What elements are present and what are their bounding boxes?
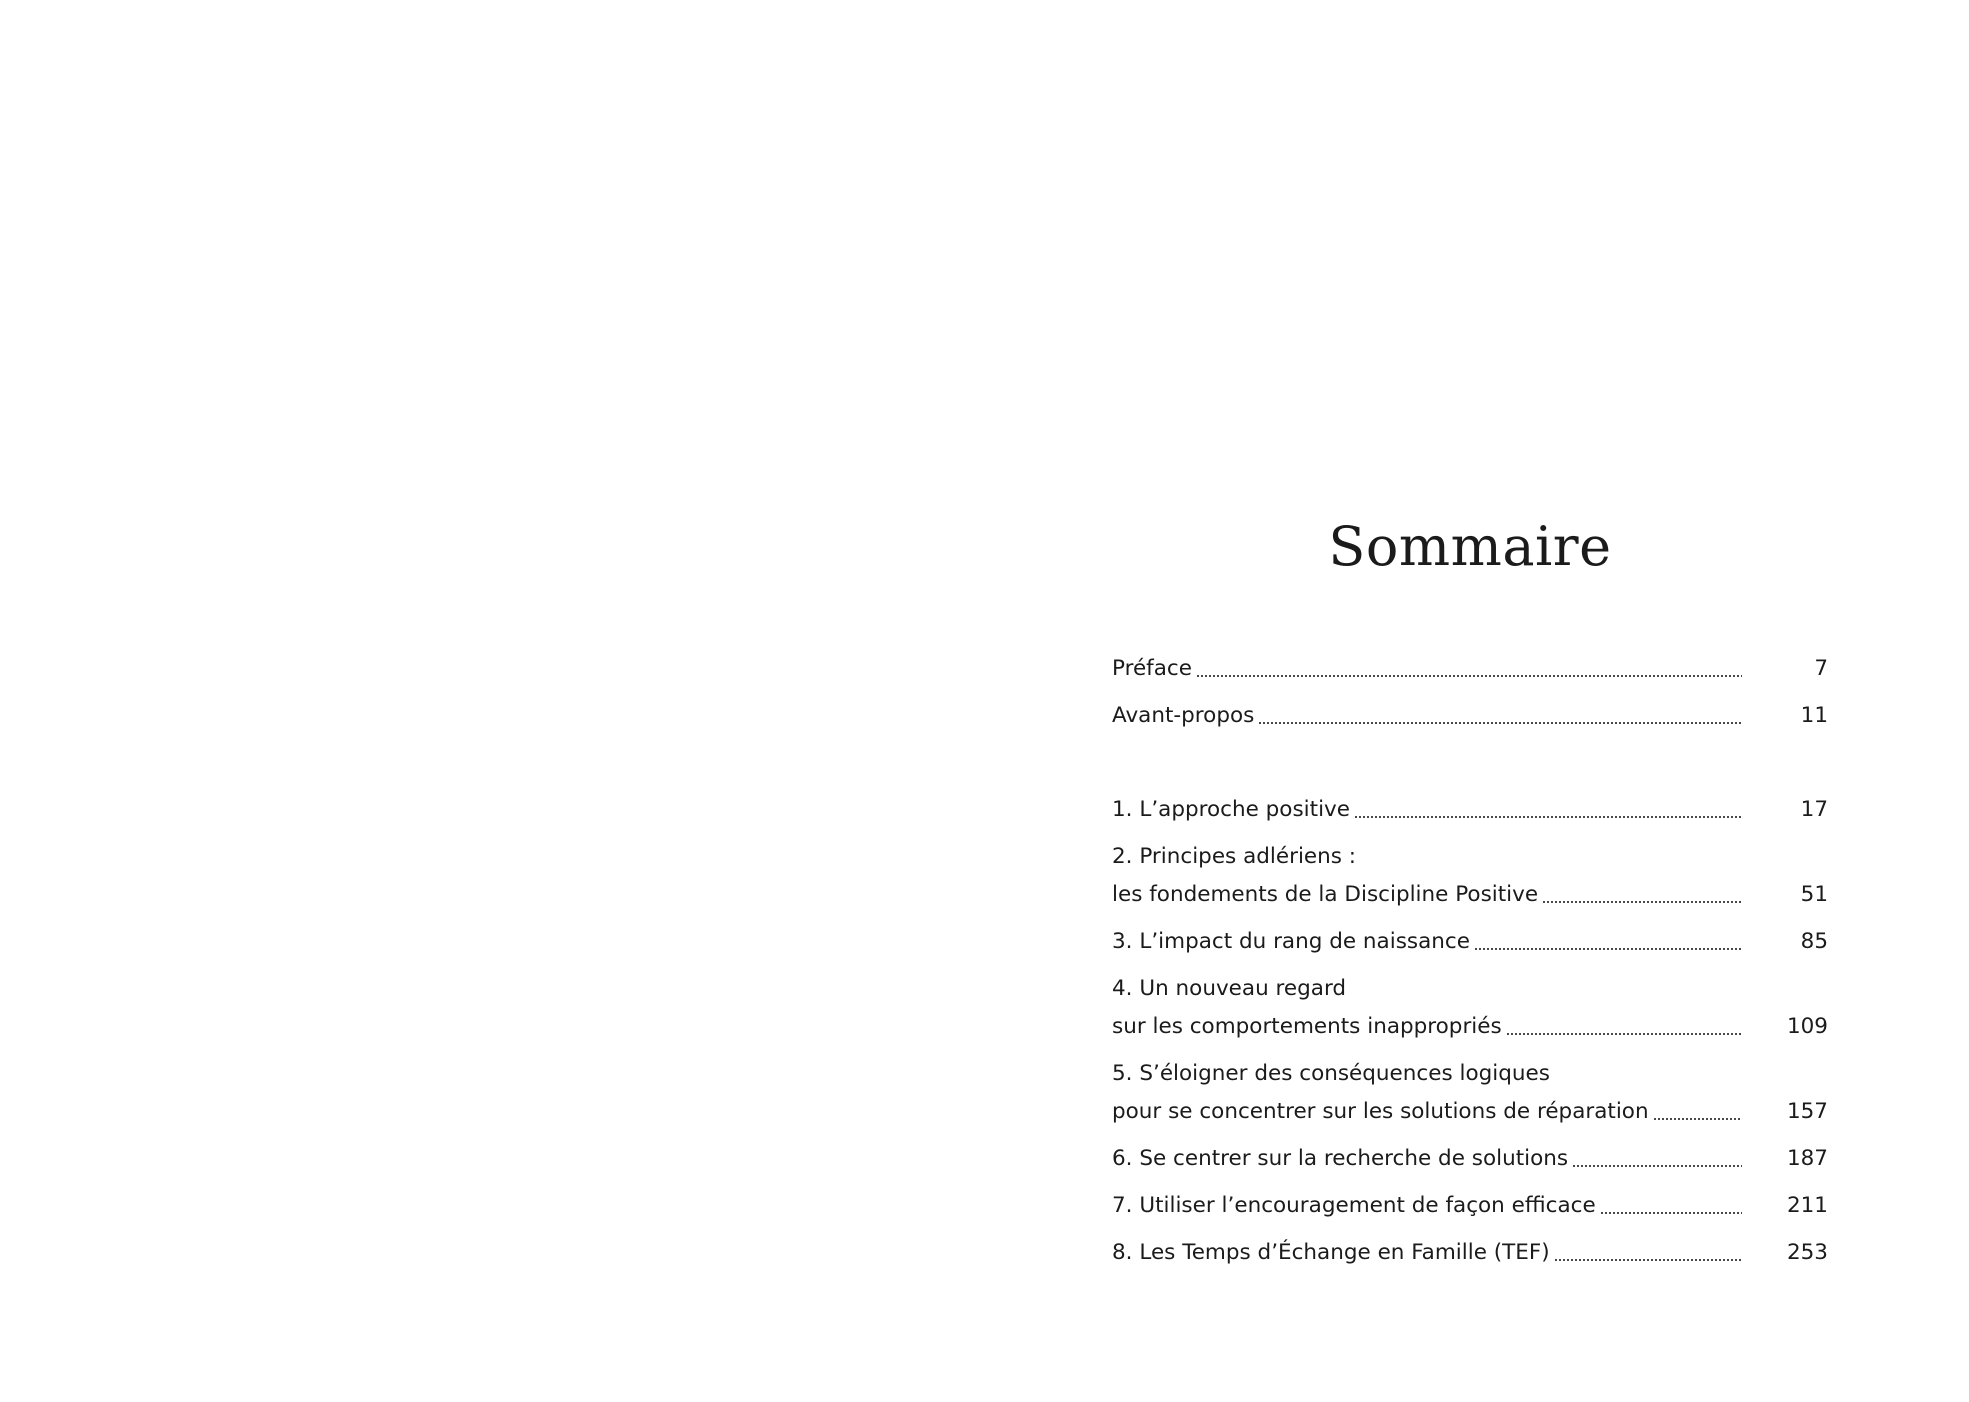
- toc-page-number: 17: [1800, 797, 1828, 822]
- toc-page-number: 51: [1800, 882, 1828, 907]
- toc-entry-title: 6. Se centrer sur la recherche de solutions: [1112, 1146, 1569, 1171]
- toc-line: [1112, 1008, 1828, 1046]
- dot-leader: [1653, 1118, 1742, 1120]
- dot-leader: [1258, 722, 1742, 724]
- toc-entry-title: 8. Les Temps d’Échange en Famille (TEF): [1112, 1240, 1550, 1265]
- toc-entry-preface[interactable]: [1112, 650, 1828, 688]
- toc-entry-title: 2. Principes adlériens :: [1112, 844, 1357, 869]
- toc-line: [1112, 1055, 1828, 1093]
- toc-entry-title: 7. Utiliser l’encouragement de façon efficace: [1112, 1193, 1596, 1218]
- toc-entry-subtitle: pour se concentrer sur les solutions de réparation: [1112, 1099, 1649, 1124]
- toc-entry-chapter-6[interactable]: [1112, 1140, 1828, 1178]
- toc-page-number: 7: [1814, 656, 1828, 681]
- toc-entry-chapter-7[interactable]: [1112, 1187, 1828, 1225]
- table-of-contents: [1112, 650, 1828, 1272]
- toc-page-number: 187: [1786, 1146, 1828, 1171]
- toc-entry-title: 3. L’impact du rang de naissance: [1112, 929, 1470, 954]
- toc-entry-avant-propos[interactable]: [1112, 697, 1828, 735]
- toc-line: [1112, 650, 1828, 688]
- toc-line: [1112, 838, 1828, 876]
- toc-line: [1112, 970, 1828, 1008]
- dot-leader: [1474, 948, 1742, 950]
- left-blank-page: [0, 0, 984, 1402]
- toc-entry-title: Préface: [1112, 656, 1192, 681]
- toc-entry-chapter-5[interactable]: [1112, 1055, 1828, 1131]
- toc-line: [1112, 1140, 1828, 1178]
- dot-leader: [1354, 816, 1742, 818]
- dot-leader: [1554, 1259, 1742, 1261]
- dot-leader: [1542, 901, 1742, 903]
- toc-line: [1112, 791, 1828, 829]
- toc-page-number: 157: [1786, 1099, 1828, 1124]
- toc-page-number: 11: [1800, 703, 1828, 728]
- dot-leader: [1506, 1033, 1742, 1035]
- dot-leader: [1196, 675, 1742, 677]
- toc-entry-title: 4. Un nouveau regard: [1112, 976, 1347, 1001]
- toc-entry-subtitle: sur les comportements inappropriés: [1112, 1014, 1502, 1039]
- toc-page-number: 253: [1786, 1240, 1828, 1265]
- toc-entry-title: Avant-propos: [1112, 703, 1255, 728]
- toc-entry-chapter-2[interactable]: [1112, 838, 1828, 914]
- toc-entry-chapter-4[interactable]: [1112, 970, 1828, 1046]
- toc-entry-chapter-8[interactable]: [1112, 1234, 1828, 1272]
- toc-entry-chapter-3[interactable]: [1112, 923, 1828, 961]
- page-title: Sommaire: [1328, 515, 1612, 578]
- toc-entry-title: 1. L’approche positive: [1112, 797, 1350, 822]
- toc-page-number: 211: [1786, 1193, 1828, 1218]
- toc-entry-subtitle: les fondements de la Discipline Positive: [1112, 882, 1539, 907]
- toc-line: [1112, 923, 1828, 961]
- toc-line: [1112, 1187, 1828, 1225]
- toc-line: [1112, 1234, 1828, 1272]
- toc-entry-title: 5. S’éloigner des conséquences logiques: [1112, 1061, 1550, 1086]
- toc-entry-chapter-1[interactable]: [1112, 791, 1828, 829]
- toc-page-number: 85: [1800, 929, 1828, 954]
- dot-leader: [1600, 1212, 1742, 1214]
- toc-line: [1112, 697, 1828, 735]
- toc-page-number: 109: [1786, 1014, 1828, 1039]
- toc-line: [1112, 1093, 1828, 1131]
- dot-leader: [1572, 1165, 1742, 1167]
- toc-line: [1112, 876, 1828, 914]
